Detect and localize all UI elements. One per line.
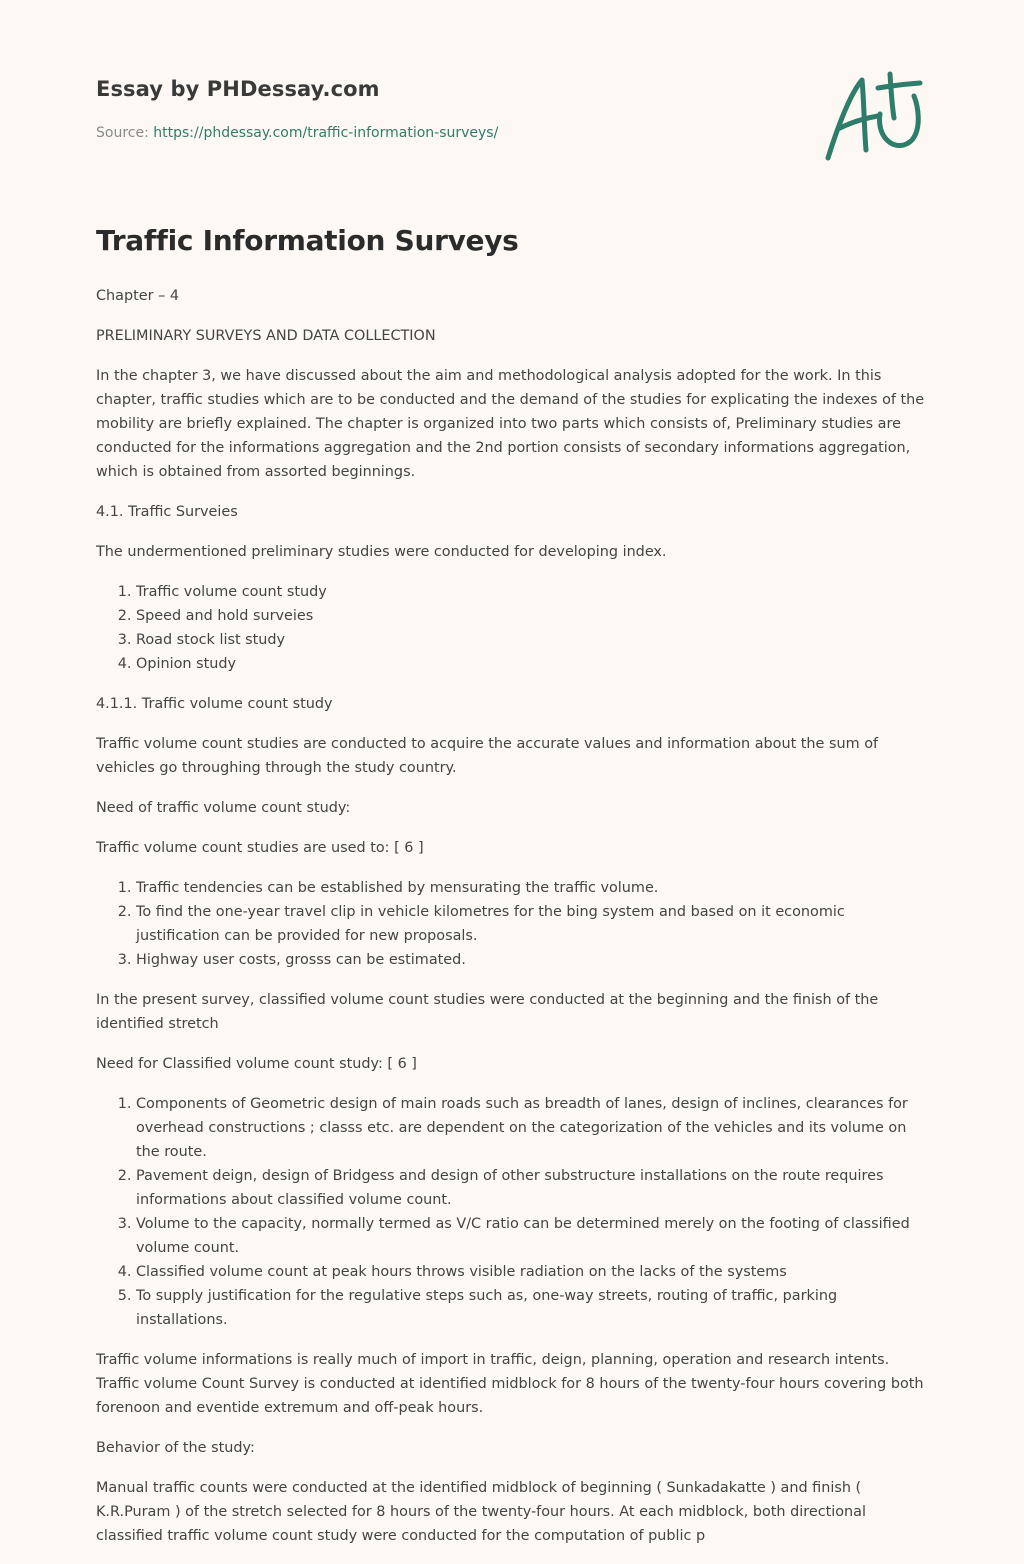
paragraph-manual-counts: Manual traffic counts were conducted at the identified midblock of beginning ( Sunkadakatte ) and finish ( K.R.Puram ) of the stretch selected for 8 hours of the twenty-four hours. At each midblock, both directional classified traffic volume count study were conducted for the computation of public p <box>96 1480 866 1544</box>
list-item: 3. Volume to the capacity, normally termed as V/C ratio can be determined merely on the footing of classified volume count. <box>136 1212 928 1260</box>
paragraph-used: Traffic volume count studies are used to: [ 6 ] <box>96 840 424 856</box>
site-brand: Essay by PHDessay.com <box>96 77 380 101</box>
list-item: 3. Highway user costs, grosss can be estimated. <box>136 948 928 972</box>
article-body <box>96 284 928 1564</box>
paragraph-volume-count: Traffic volume count studies are conducted to acquire the accurate values and information about the sum of vehicles go throughing through the study country. <box>96 736 879 776</box>
list-item: 4. Opinion study <box>136 652 928 676</box>
intro-paragraph: In the chapter 3, we have discussed about the aim and methodological analysis adopted for the work. In this chapter, traffic studies which are to be conducted and the demand of the studies for explicating the indexes of the mobility are briefly explained. The chapter is organized into two parts which consists of, Preliminary studies are conducted for the informations aggregation and the 2nd portion consists of secondary informations aggregation, which is obtained from assorted beginnings. <box>96 368 925 480</box>
paragraph-undermentioned: The undermentioned preliminary studies were conducted for developing index. <box>96 544 667 560</box>
subheading-4-1: 4.1. Traffic Surveies <box>96 504 238 520</box>
list-item: 2. Speed and hold surveies <box>136 604 928 628</box>
list-item: 2. Pavement deign, design of Bridgess and design of other substructure installations on the route requires informations about classified volume count. <box>136 1164 928 1212</box>
list-item: 5. To supply justification for the regulative steps such as, one-way streets, routing of traffic, parking installations. <box>136 1284 928 1332</box>
paragraph-import: Traffic volume informations is really much of import in traffic, deign, planning, operation and research intents. Traffic volume Count Survey is conducted at identified midblock for 8 hours of the twenty-four hours covering both forenoon and eventide extremum and off-peak hours. <box>96 1352 924 1416</box>
list-item: 1. Components of Geometric design of main roads such as breadth of lanes, design of inclines, clearances for overhead constructions ; classs etc. are dependent on the categorization of the vehicles and its volume on the route. <box>136 1092 928 1164</box>
uses-list <box>96 876 928 972</box>
list-item: 1. Traffic tendencies can be established by mensurating the traffic volume. <box>136 876 928 900</box>
paragraph-need-classified: Need for Classified volume count study: [ 6 ] <box>96 1056 417 1072</box>
list-item: 3. Road stock list study <box>136 628 928 652</box>
a-plus-logo-icon <box>818 66 930 166</box>
source-label: Source: <box>96 125 154 141</box>
paragraph-present-survey: In the present survey, classified volume count studies were conducted at the beginning and the finish of the identified stretch <box>96 992 879 1032</box>
classified-need-list <box>96 1092 928 1332</box>
article-title: Traffic Information Surveys <box>96 224 519 257</box>
list-item: 4. Classified volume count at peak hours throws visible radiation on the lacks of the systems <box>136 1260 928 1284</box>
source-line <box>96 125 498 141</box>
list-item: 2. To find the one-year travel clip in vehicle kilometres for the bing system and based on it economic justification can be provided for new proposals. <box>136 900 928 948</box>
paragraph-need: Need of traffic volume count study: <box>96 800 351 816</box>
survey-list <box>96 580 928 676</box>
chapter-label: Chapter – 4 <box>96 288 180 304</box>
list-item: 1. Traffic volume count study <box>136 580 928 604</box>
section-heading: PRELIMINARY SURVEYS AND DATA COLLECTION <box>96 328 436 344</box>
source-link[interactable]: https://phdessay.com/traffic-information-surveys/ <box>153 125 499 141</box>
subheading-4-1-1: 4.1.1. Traffic volume count study <box>96 696 333 712</box>
paragraph-behavior: Behavior of the study: <box>96 1440 255 1456</box>
